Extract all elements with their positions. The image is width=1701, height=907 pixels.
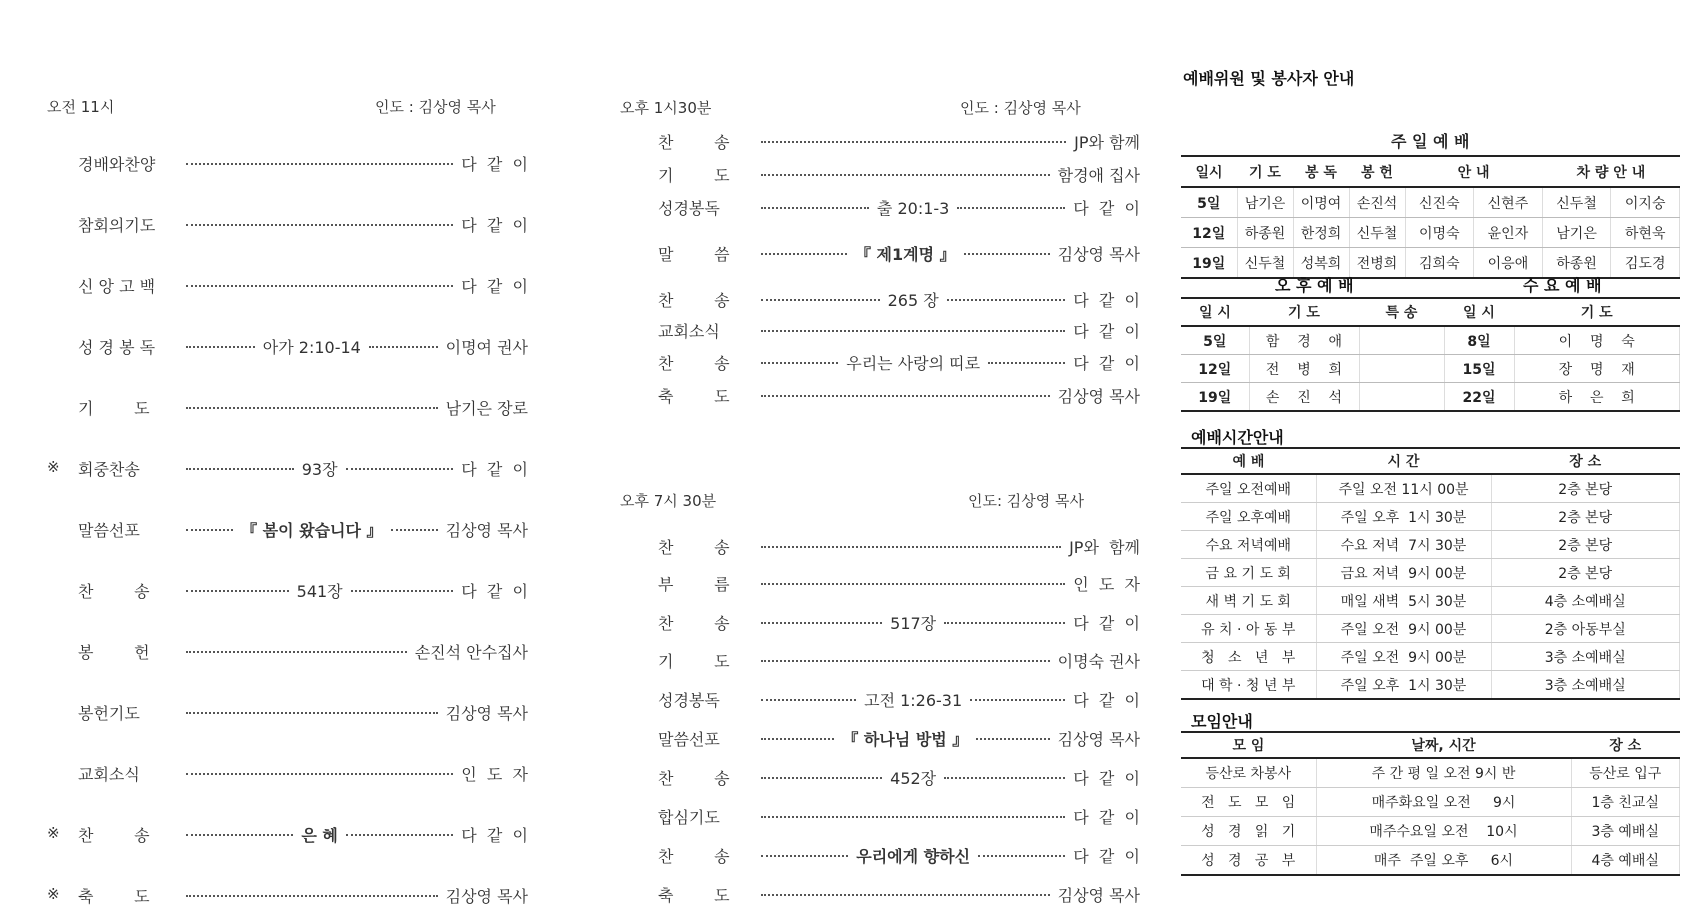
evening-row-leader-dots [761, 660, 1050, 662]
evening-row-middle: 452장 [890, 768, 937, 788]
afternoon-row-middle: 우리는 사랑의 띠로 [846, 353, 981, 373]
evening-leader: 인도: 김상영 목사 [968, 492, 1085, 510]
schedule-cell: 대 학 · 청 년 부 [1181, 671, 1316, 700]
meetings-cell: 성 경 공 부 [1181, 846, 1316, 876]
morning-row-label: 기 도 [78, 398, 150, 418]
evening-row-middle: 고전 1:26-31 [864, 690, 963, 710]
morning-row-label: 회중찬송 [78, 459, 140, 479]
servants-cell: 윤인자 [1474, 218, 1543, 248]
evening-row-leader-dots [761, 699, 856, 701]
sched-col-service: 예 배 [1181, 448, 1316, 474]
sched-col-place: 장 소 [1491, 448, 1680, 474]
evening-row-label: 기 도 [658, 651, 730, 671]
morning-row-right: 다 같 이 [461, 215, 528, 235]
evening-row-label: 찬 송 [658, 846, 730, 866]
afternoon-row-right: 다 같 이 [1073, 353, 1141, 373]
morning-row-leader-dots [369, 346, 438, 348]
evening-row-right: 인 도 자 [1073, 574, 1140, 594]
evening-row-label: 부 름 [658, 574, 730, 594]
schedule-cell: 금 요 기 도 회 [1181, 559, 1316, 587]
morning-row [47, 456, 529, 480]
sub_services-cell: 15일 [1444, 355, 1514, 383]
servants-cell: 19일 [1181, 248, 1237, 279]
morning-row-leader-dots [346, 834, 453, 836]
morning-row-leader-dots [186, 651, 407, 653]
sched-col-time: 시 간 [1316, 448, 1491, 474]
morning-row-right: 다 같 이 [461, 581, 528, 601]
afternoon-row-right: 함경애 집사 [1057, 165, 1140, 185]
evening-row-leader-dots [761, 894, 1050, 896]
sub_services-cell: 22일 [1444, 383, 1514, 412]
table-row [1181, 559, 1680, 587]
schedule-cell: 청 소 년 부 [1181, 643, 1316, 671]
evening-row-right: 다 같 이 [1073, 613, 1140, 633]
sub-col-prayer1: 기 도 [1249, 298, 1359, 326]
evening-row [658, 765, 1140, 789]
sub_services-cell [1359, 355, 1444, 383]
evening-row-middle: 『 하나님 방법 』 [842, 729, 969, 749]
servants-cell: 신두철 [1542, 187, 1611, 218]
sub_services-cell: 장 명 재 [1514, 355, 1680, 383]
morning-row-middle: 은 혜 [301, 825, 338, 845]
evening-row-label: 성경봉독 [658, 690, 720, 710]
servants-cell: 김도경 [1611, 248, 1680, 279]
afternoon-row-leader-dots [988, 362, 1065, 364]
morning-row-middle: 『 봄이 왔습니다 』 [241, 520, 383, 540]
evening-row-leader-dots [761, 777, 882, 779]
morning-row-label: 봉 헌 [78, 642, 150, 662]
table-row [1181, 218, 1680, 248]
evening-row-right: 이명숙 권사 [1057, 651, 1140, 671]
table-row [1181, 758, 1680, 788]
meetings-cell: 4층 예배실 [1571, 846, 1680, 876]
servants-cell: 이지숭 [1611, 187, 1680, 218]
morning-row-label: 신 앙 고 백 [78, 276, 156, 296]
afternoon-row-label: 성경봉독 [658, 198, 720, 218]
schedule-cell: 2층 본당 [1491, 503, 1680, 531]
sub_services-cell: 하 은 희 [1514, 383, 1680, 412]
table-row [1181, 531, 1680, 559]
schedule-cell: 주일 오후 1시 30분 [1316, 503, 1491, 531]
morning-row-label: 찬 송 [78, 825, 150, 845]
evening-row-middle: 517장 [890, 613, 937, 633]
morning-row-right: 다 같 이 [461, 825, 529, 845]
morning-row-leader-dots [186, 224, 453, 226]
morning-row-right: 손진석 안수집사 [414, 642, 528, 662]
servants-cell: 한정희 [1293, 218, 1349, 248]
evening-row-label: 말씀선포 [658, 729, 720, 749]
afternoon-row-right: 김상영 목사 [1057, 244, 1140, 264]
evening-row-leader-dots [978, 855, 1065, 857]
morning-row [78, 395, 528, 419]
evening-row-right: 다 같 이 [1073, 846, 1141, 866]
morning-row-leader-dots [391, 529, 438, 531]
morning-row-right: 다 같 이 [461, 459, 529, 479]
afternoon-row-leader-dots [761, 253, 847, 255]
evening-row-label: 찬 송 [658, 613, 730, 633]
sub_services-cell: 전 병 희 [1249, 355, 1359, 383]
table-row [1181, 587, 1680, 615]
morning-row-mark: ※ [47, 824, 60, 842]
afternoon-row-label: 찬 송 [658, 290, 730, 310]
morning-row-leader-dots [186, 590, 289, 592]
afternoon-row-label: 찬 송 [658, 353, 730, 373]
afternoon-row-leader-dots [761, 330, 1065, 332]
meetings-cell: 주 간 평 일 오전 9시 반 [1316, 758, 1571, 788]
evening-row-leader-dots [761, 546, 1061, 548]
servants-title: 예배위원 및 봉사자 안내 [1183, 69, 1355, 88]
afternoon-row-label: 기 도 [658, 165, 730, 185]
schedule-cell: 금요 저녁 9시 00분 [1316, 559, 1491, 587]
evening-row-leader-dots [970, 699, 1065, 701]
sub_services-cell [1359, 326, 1444, 355]
evening-row [658, 571, 1140, 595]
servants-cell: 이명숙 [1405, 218, 1474, 248]
morning-row-leader-dots [186, 895, 438, 897]
meet-col-place: 장 소 [1571, 732, 1680, 758]
afternoon-row-label: 말 씀 [658, 244, 730, 264]
afternoon-row-label: 축 도 [658, 386, 730, 406]
table-row [1181, 383, 1680, 412]
schedule-cell: 유 치 · 아 동 부 [1181, 615, 1316, 643]
evening-row [658, 687, 1140, 711]
morning-row [47, 883, 528, 907]
evening-row-middle: 우리에게 향하신 [856, 846, 971, 866]
afternoon-row-middle: 『 제1계명 』 [854, 244, 956, 264]
sunday-servants-table [1181, 125, 1680, 279]
schedule-cell: 2층 본당 [1491, 531, 1680, 559]
servants-cell: 12일 [1181, 218, 1237, 248]
meetings-cell: 3층 예배실 [1571, 817, 1680, 846]
afternoon-time: 오후 1시30분 [620, 99, 712, 117]
schedule-cell: 주일 오전 9시 00분 [1316, 643, 1491, 671]
schedule-table [1181, 447, 1680, 700]
afternoon-row [658, 129, 1140, 153]
afternoon-row [658, 350, 1140, 374]
morning-row [78, 700, 528, 724]
morning-row-right: 김상영 목사 [445, 520, 529, 540]
schedule-cell: 새 벽 기 도 회 [1181, 587, 1316, 615]
evening-row-right: 다 같 이 [1073, 690, 1140, 710]
schedule-cell: 수요 저녁 7시 30분 [1316, 531, 1491, 559]
morning-row-right: 김상영 목사 [445, 703, 528, 723]
table-row [1181, 503, 1680, 531]
morning-row-leader-dots [186, 773, 453, 775]
morning-row-right: 김상영 목사 [445, 886, 528, 906]
meetings-cell: 등산로 차봉사 [1181, 758, 1316, 788]
col-vehicle: 차 량 안 내 [1542, 156, 1679, 187]
table-row [1181, 643, 1680, 671]
servants-cell: 손진석 [1349, 187, 1405, 218]
afternoon-row-right: 김상영 목사 [1057, 386, 1140, 406]
morning-row-leader-dots [186, 834, 293, 836]
table-row [1181, 474, 1680, 503]
evening-time: 오후 7시 30분 [620, 492, 717, 510]
table-row [1181, 326, 1680, 355]
morning-row-right: 다 같 이 [461, 276, 528, 296]
table-row [1181, 788, 1680, 817]
schedule-cell: 매일 새벽 5시 30분 [1316, 587, 1491, 615]
schedule-cell: 3층 소예배실 [1491, 643, 1680, 671]
schedule-cell: 주일 오전예배 [1181, 474, 1316, 503]
morning-row-middle: 93장 [301, 459, 338, 479]
evening-row-label: 축 도 [658, 885, 730, 905]
meetings-table [1181, 731, 1680, 876]
afternoon-row-leader-dots [947, 299, 1066, 301]
sub_services-cell [1359, 383, 1444, 412]
table-row [1181, 671, 1680, 700]
afternoon-row-middle: 출 20:1-3 [876, 198, 950, 218]
evening-row [658, 610, 1140, 634]
morning-row [78, 761, 528, 785]
col-usher: 안 내 [1405, 156, 1542, 187]
morning-row-leader-dots [186, 529, 233, 531]
sub_services-cell: 이 명 숙 [1514, 326, 1680, 355]
morning-row-right: 남기은 장로 [445, 398, 528, 418]
sub_services-cell: 19일 [1181, 383, 1249, 412]
meetings-cell: 매주화요일 오전 9시 [1316, 788, 1571, 817]
meetings-cell: 매주수요일 오전 10시 [1316, 817, 1571, 846]
morning-row-right: 다 같 이 [461, 154, 528, 174]
sub_services-cell: 손 진 석 [1249, 383, 1359, 412]
sub-col-date2: 일 시 [1444, 298, 1514, 326]
schedule-cell: 주일 오전 11시 00분 [1316, 474, 1491, 503]
morning-row [47, 822, 529, 846]
afternoon-row-leader-dots [761, 395, 1050, 397]
evening-row [658, 726, 1140, 750]
col-prayer: 기 도 [1237, 156, 1293, 187]
sub-col-special: 특 송 [1359, 298, 1444, 326]
afternoon-row-leader-dots [964, 253, 1050, 255]
afternoon-row-right: JP와 함께 [1074, 132, 1140, 152]
evening-row-right: 다 같 이 [1073, 807, 1140, 827]
afternoon-row-leader-dots [761, 174, 1050, 176]
morning-row-leader-dots [186, 346, 255, 348]
meet-col-time: 날짜, 시간 [1316, 732, 1571, 758]
schedule-cell: 3층 소예배실 [1491, 671, 1680, 700]
servants-cell: 5일 [1181, 187, 1237, 218]
afternoon-row-leader-dots [761, 362, 838, 364]
wednesday-service-title: 수 요 예 배 [1523, 276, 1602, 295]
morning-leader: 인도 : 김상영 목사 [375, 98, 496, 116]
morning-row-label: 말씀선포 [78, 520, 140, 540]
morning-row [78, 212, 528, 236]
afternoon-row-label: 교회소식 [658, 321, 720, 341]
sub-col-date1: 일 시 [1181, 298, 1249, 326]
evening-row-leader-dots [761, 816, 1065, 818]
schedule-title: 예배시간안내 [1191, 428, 1284, 447]
meetings-title: 모임안내 [1191, 712, 1253, 731]
morning-row-mark: ※ [47, 885, 60, 903]
morning-row-right: 이명여 권사 [445, 337, 528, 357]
evening-row [658, 804, 1140, 828]
table-row [1181, 187, 1680, 218]
evening-row-label: 찬 송 [658, 768, 730, 788]
servants-cell: 김희숙 [1405, 248, 1474, 279]
afternoon-row-leader-dots [761, 299, 880, 301]
evening-row-label: 찬 송 [658, 537, 730, 557]
meet-col-name: 모 임 [1181, 732, 1316, 758]
morning-row-leader-dots [351, 590, 454, 592]
evening-row-leader-dots [761, 738, 834, 740]
morning-time: 오전 11시 [47, 98, 115, 116]
morning-row [78, 334, 528, 358]
afternoon-leader: 인도 : 김상영 목사 [960, 99, 1081, 117]
schedule-cell: 2층 본당 [1491, 559, 1680, 587]
evening-row-right: 김상영 목사 [1057, 729, 1140, 749]
sub_services-cell: 12일 [1181, 355, 1249, 383]
sub-services-table [1181, 297, 1680, 412]
servants-cell: 이명여 [1293, 187, 1349, 218]
table-row [1181, 248, 1680, 279]
evening-row-right: 김상영 목사 [1057, 885, 1140, 905]
afternoon-row-right: 다 같 이 [1073, 198, 1140, 218]
morning-row-leader-dots [186, 285, 453, 287]
morning-row-label: 찬 송 [78, 581, 150, 601]
meetings-cell: 성 경 읽 기 [1181, 817, 1316, 846]
schedule-cell: 2층 본당 [1491, 474, 1680, 503]
sub_services-cell: 5일 [1181, 326, 1249, 355]
morning-row-label: 경배와찬양 [78, 154, 156, 174]
morning-row [78, 639, 528, 663]
morning-row-label: 봉헌기도 [78, 703, 140, 723]
schedule-cell: 주일 오후예배 [1181, 503, 1316, 531]
afternoon-row [658, 383, 1140, 407]
servants-cell: 성복희 [1293, 248, 1349, 279]
table-row [1181, 846, 1680, 876]
servants-cell: 신진숙 [1405, 187, 1474, 218]
evening-row-right: 다 같 이 [1073, 768, 1140, 788]
afternoon-row [658, 195, 1140, 219]
schedule-cell: 주일 오전 9시 00분 [1316, 615, 1491, 643]
table-row [1181, 355, 1680, 383]
afternoon-row-leader-dots [957, 207, 1065, 209]
schedule-cell: 주일 오후 1시 30분 [1316, 671, 1491, 700]
meetings-cell: 매주 주일 오후 6시 [1316, 846, 1571, 876]
afternoon-row [658, 241, 1140, 265]
afternoon-row-right: 다 같 이 [1073, 290, 1140, 310]
evening-row-right: JP와 함께 [1069, 537, 1140, 557]
evening-row [658, 843, 1140, 867]
servants-cell: 신두철 [1237, 248, 1293, 279]
servants-cell: 전병희 [1349, 248, 1405, 279]
evening-row-leader-dots [944, 777, 1065, 779]
morning-row-label: 참회의기도 [78, 215, 156, 235]
sub-col-prayer2: 기 도 [1514, 298, 1680, 326]
servants-cell: 이응애 [1474, 248, 1543, 279]
morning-row-mark: ※ [47, 458, 60, 476]
morning-row-label: 교회소식 [78, 764, 140, 784]
servants-cell: 남기은 [1237, 187, 1293, 218]
morning-row-middle: 541장 [296, 581, 343, 601]
evening-row [658, 882, 1140, 906]
afternoon-row-label: 찬 송 [658, 132, 730, 152]
table-row [1181, 615, 1680, 643]
schedule-cell: 4층 소예배실 [1491, 587, 1680, 615]
morning-row-middle: 아가 2:10-14 [262, 337, 361, 357]
morning-row-label: 축 도 [78, 886, 150, 906]
meetings-cell: 1층 친교실 [1571, 788, 1680, 817]
servants-cell: 하종원 [1237, 218, 1293, 248]
afternoon-row-right: 다 같 이 [1073, 321, 1140, 341]
evening-row-label: 합심기도 [658, 807, 720, 827]
servants-cell: 남기은 [1542, 218, 1611, 248]
servants-cell: 하종원 [1542, 248, 1611, 279]
sunday-caption: 주 일 예 배 [1390, 131, 1470, 151]
sub_services-cell: 8일 [1444, 326, 1514, 355]
evening-row-leader-dots [761, 622, 882, 624]
morning-row-leader-dots [186, 712, 438, 714]
afternoon-row-leader-dots [761, 141, 1066, 143]
afternoon-row [658, 287, 1140, 311]
meetings-cell: 전 도 모 임 [1181, 788, 1316, 817]
meetings-cell: 등산로 입구 [1571, 758, 1680, 788]
afternoon-row [658, 318, 1140, 342]
morning-row [78, 517, 528, 541]
table-row [1181, 817, 1680, 846]
morning-row [78, 273, 528, 297]
morning-row-right: 인 도 자 [461, 764, 528, 784]
evening-row [658, 648, 1140, 672]
afternoon-service-title: 오 후 예 배 [1275, 276, 1354, 295]
evening-row [658, 534, 1140, 558]
evening-row-leader-dots [976, 738, 1049, 740]
schedule-cell: 수요 저녁예배 [1181, 531, 1316, 559]
col-offering: 봉 헌 [1349, 156, 1405, 187]
morning-row-leader-dots [186, 468, 294, 470]
servants-cell: 하현욱 [1611, 218, 1680, 248]
morning-row-leader-dots [186, 163, 453, 165]
afternoon-row-leader-dots [761, 207, 869, 209]
evening-row-leader-dots [944, 622, 1065, 624]
servants-cell: 신현주 [1474, 187, 1543, 218]
morning-row [78, 151, 528, 175]
evening-row-leader-dots [761, 855, 848, 857]
sub_services-cell: 함 경 애 [1249, 326, 1359, 355]
morning-row [78, 578, 528, 602]
servants-cell: 신두철 [1349, 218, 1405, 248]
afternoon-row-middle: 265 장 [887, 290, 939, 310]
evening-row-leader-dots [761, 583, 1065, 585]
morning-row-leader-dots [186, 407, 438, 409]
schedule-cell: 2층 아동부실 [1491, 615, 1680, 643]
col-reading: 봉 독 [1293, 156, 1349, 187]
morning-row-label: 성 경 봉 독 [78, 337, 156, 357]
morning-row-leader-dots [346, 468, 454, 470]
col-date: 일시 [1181, 156, 1237, 187]
afternoon-row [658, 162, 1140, 186]
